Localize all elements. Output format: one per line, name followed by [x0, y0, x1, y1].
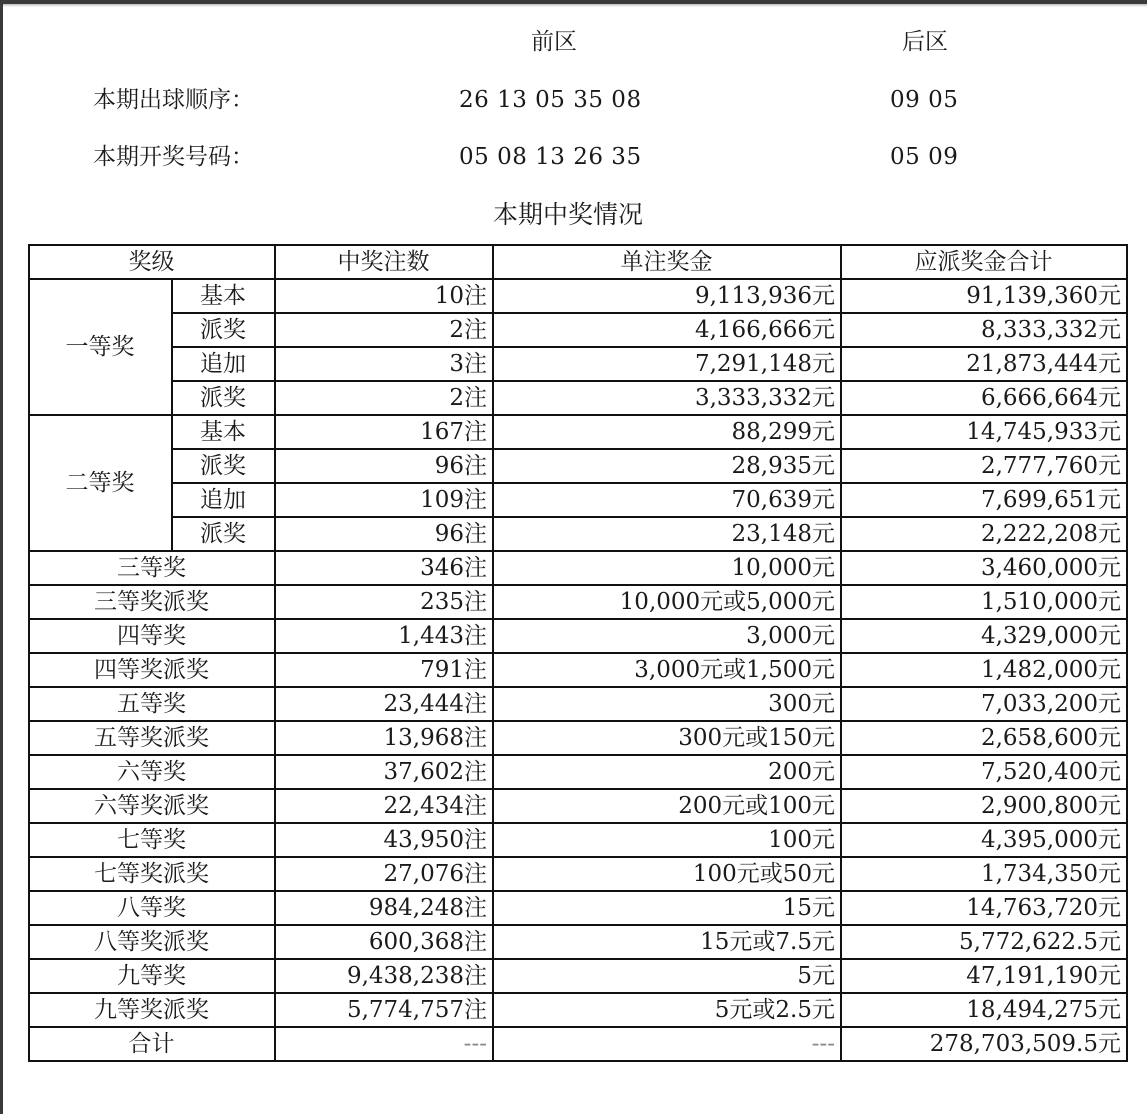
total-prize: 1,482,000元 [841, 653, 1127, 687]
winner-count: 96注 [275, 517, 493, 551]
table-row [29, 721, 1127, 755]
table-row [29, 687, 1127, 721]
table-header-row [29, 245, 1127, 279]
prize-level: 三等奖 [29, 551, 275, 585]
winner-count: 43,950注 [275, 823, 493, 857]
header-unit-prize: 单注奖金 [493, 245, 841, 279]
winner-count: 600,368注 [275, 925, 493, 959]
winner-count: 23,444注 [275, 687, 493, 721]
unit-prize: 28,935元 [493, 449, 841, 483]
header-winner-count: 中奖注数 [275, 245, 493, 279]
total-prize: 47,191,190元 [841, 959, 1127, 993]
sub-level: 追加 [172, 347, 275, 381]
first-prize-label: 一等奖 [29, 279, 172, 415]
table-row [29, 517, 1127, 551]
table-row [29, 381, 1127, 415]
table-row [29, 449, 1127, 483]
unit-prize: 3,000元或1,500元 [493, 653, 841, 687]
unit-prize: 10,000元或5,000元 [493, 585, 841, 619]
sub-level: 基本 [172, 279, 275, 313]
prize-level: 九等奖派奖 [29, 993, 275, 1027]
table-row [29, 313, 1127, 347]
table-row [29, 959, 1127, 993]
total-prize: 8,333,332元 [841, 313, 1127, 347]
prize-level: 七等奖 [29, 823, 275, 857]
unit-prize: 4,166,666元 [493, 313, 841, 347]
total-prize: 2,658,600元 [841, 721, 1127, 755]
back-zone-label: 后区 [902, 29, 948, 55]
front-zone-label: 前区 [531, 29, 577, 55]
unit-prize: 5元 [493, 959, 841, 993]
unit-prize: 100元或50元 [493, 857, 841, 891]
unit-prize: 9,113,936元 [493, 279, 841, 313]
prize-level: 四等奖派奖 [29, 653, 275, 687]
total-prize: 21,873,444元 [841, 347, 1127, 381]
prize-level: 五等奖 [29, 687, 275, 721]
section-title: 本期中奖情况 [493, 200, 644, 229]
winner-count: 10注 [275, 279, 493, 313]
total-count: --- [275, 1027, 493, 1061]
prize-level: 六等奖派奖 [29, 789, 275, 823]
unit-prize: 3,333,332元 [493, 381, 841, 415]
prize-level: 八等奖 [29, 891, 275, 925]
header-prize-level: 奖级 [29, 245, 275, 279]
total-prize: 91,139,360元 [841, 279, 1127, 313]
table-row [29, 585, 1127, 619]
total-prize: 14,745,933元 [841, 415, 1127, 449]
sub-level: 追加 [172, 483, 275, 517]
winner-count: 13,968注 [275, 721, 493, 755]
unit-prize: 10,000元 [493, 551, 841, 585]
winner-count: 2注 [275, 313, 493, 347]
winner-count: 167注 [275, 415, 493, 449]
table-row [29, 891, 1127, 925]
total-prize: 7,699,651元 [841, 483, 1127, 517]
total-prize: 2,900,800元 [841, 789, 1127, 823]
total-prize: 4,329,000元 [841, 619, 1127, 653]
total-unit: --- [493, 1027, 841, 1061]
table-total-row [29, 1027, 1127, 1061]
unit-prize: 70,639元 [493, 483, 841, 517]
unit-prize: 7,291,148元 [493, 347, 841, 381]
unit-prize: 300元或150元 [493, 721, 841, 755]
table-row [29, 415, 1127, 449]
total-prize: 18,494,275元 [841, 993, 1127, 1027]
winner-count: 22,434注 [275, 789, 493, 823]
winning-numbers-label: 本期开奖号码： [93, 144, 254, 170]
total-prize: 3,460,000元 [841, 551, 1127, 585]
sub-level: 派奖 [172, 381, 275, 415]
table-row [29, 483, 1127, 517]
unit-prize: 200元 [493, 755, 841, 789]
table-row [29, 755, 1127, 789]
total-prize: 14,763,720元 [841, 891, 1127, 925]
total-prize: 2,777,760元 [841, 449, 1127, 483]
unit-prize: 23,148元 [493, 517, 841, 551]
total-prize: 7,520,400元 [841, 755, 1127, 789]
unit-prize: 15元或7.5元 [493, 925, 841, 959]
table-row [29, 857, 1127, 891]
unit-prize: 88,299元 [493, 415, 841, 449]
unit-prize: 100元 [493, 823, 841, 857]
total-prize: 2,222,208元 [841, 517, 1127, 551]
winner-count: 346注 [275, 551, 493, 585]
table-row [29, 619, 1127, 653]
total-prize: 7,033,200元 [841, 687, 1127, 721]
unit-prize: 200元或100元 [493, 789, 841, 823]
winner-count: 27,076注 [275, 857, 493, 891]
table-row [29, 347, 1127, 381]
unit-prize: 15元 [493, 891, 841, 925]
prize-level: 六等奖 [29, 755, 275, 789]
draw-sequence-back: 09 05 [890, 87, 959, 113]
second-prize-label: 二等奖 [29, 415, 172, 551]
total-prize: 6,666,664元 [841, 381, 1127, 415]
sub-level: 基本 [172, 415, 275, 449]
table-row [29, 993, 1127, 1027]
winner-count: 2注 [275, 381, 493, 415]
winner-count: 5,774,757注 [275, 993, 493, 1027]
winner-count: 37,602注 [275, 755, 493, 789]
prize-level: 七等奖派奖 [29, 857, 275, 891]
total-prize: 4,395,000元 [841, 823, 1127, 857]
winner-count: 3注 [275, 347, 493, 381]
header-total-prize: 应派奖金合计 [841, 245, 1127, 279]
prize-level: 九等奖 [29, 959, 275, 993]
table-row [29, 823, 1127, 857]
prize-table [28, 244, 1128, 1062]
sub-level: 派奖 [172, 449, 275, 483]
prize-level: 三等奖派奖 [29, 585, 275, 619]
winner-count: 109注 [275, 483, 493, 517]
sub-level: 派奖 [172, 517, 275, 551]
prize-level: 四等奖 [29, 619, 275, 653]
unit-prize: 3,000元 [493, 619, 841, 653]
table-row [29, 653, 1127, 687]
unit-prize: 300元 [493, 687, 841, 721]
draw-sequence-front: 26 13 05 35 08 [459, 87, 642, 113]
prize-level: 五等奖派奖 [29, 721, 275, 755]
table-row [29, 551, 1127, 585]
total-label: 合计 [29, 1027, 275, 1061]
table-row [29, 925, 1127, 959]
winner-count: 235注 [275, 585, 493, 619]
prize-level: 八等奖派奖 [29, 925, 275, 959]
winner-count: 1,443注 [275, 619, 493, 653]
winner-count: 791注 [275, 653, 493, 687]
winner-count: 9,438,238注 [275, 959, 493, 993]
winning-numbers-back: 05 09 [890, 144, 959, 170]
winning-numbers-front: 05 08 13 26 35 [459, 144, 642, 170]
window-frame-shadow [0, 4, 1147, 7]
table-row [29, 789, 1127, 823]
winner-count: 984,248注 [275, 891, 493, 925]
table-row [29, 279, 1127, 313]
total-prize: 1,510,000元 [841, 585, 1127, 619]
unit-prize: 5元或2.5元 [493, 993, 841, 1027]
window-frame-left [0, 0, 3, 1114]
total-prize: 1,734,350元 [841, 857, 1127, 891]
sub-level: 派奖 [172, 313, 275, 347]
total-prize: 5,772,622.5元 [841, 925, 1127, 959]
draw-sequence-label: 本期出球顺序： [93, 87, 254, 113]
winner-count: 96注 [275, 449, 493, 483]
grand-total: 278,703,509.5元 [841, 1027, 1127, 1061]
